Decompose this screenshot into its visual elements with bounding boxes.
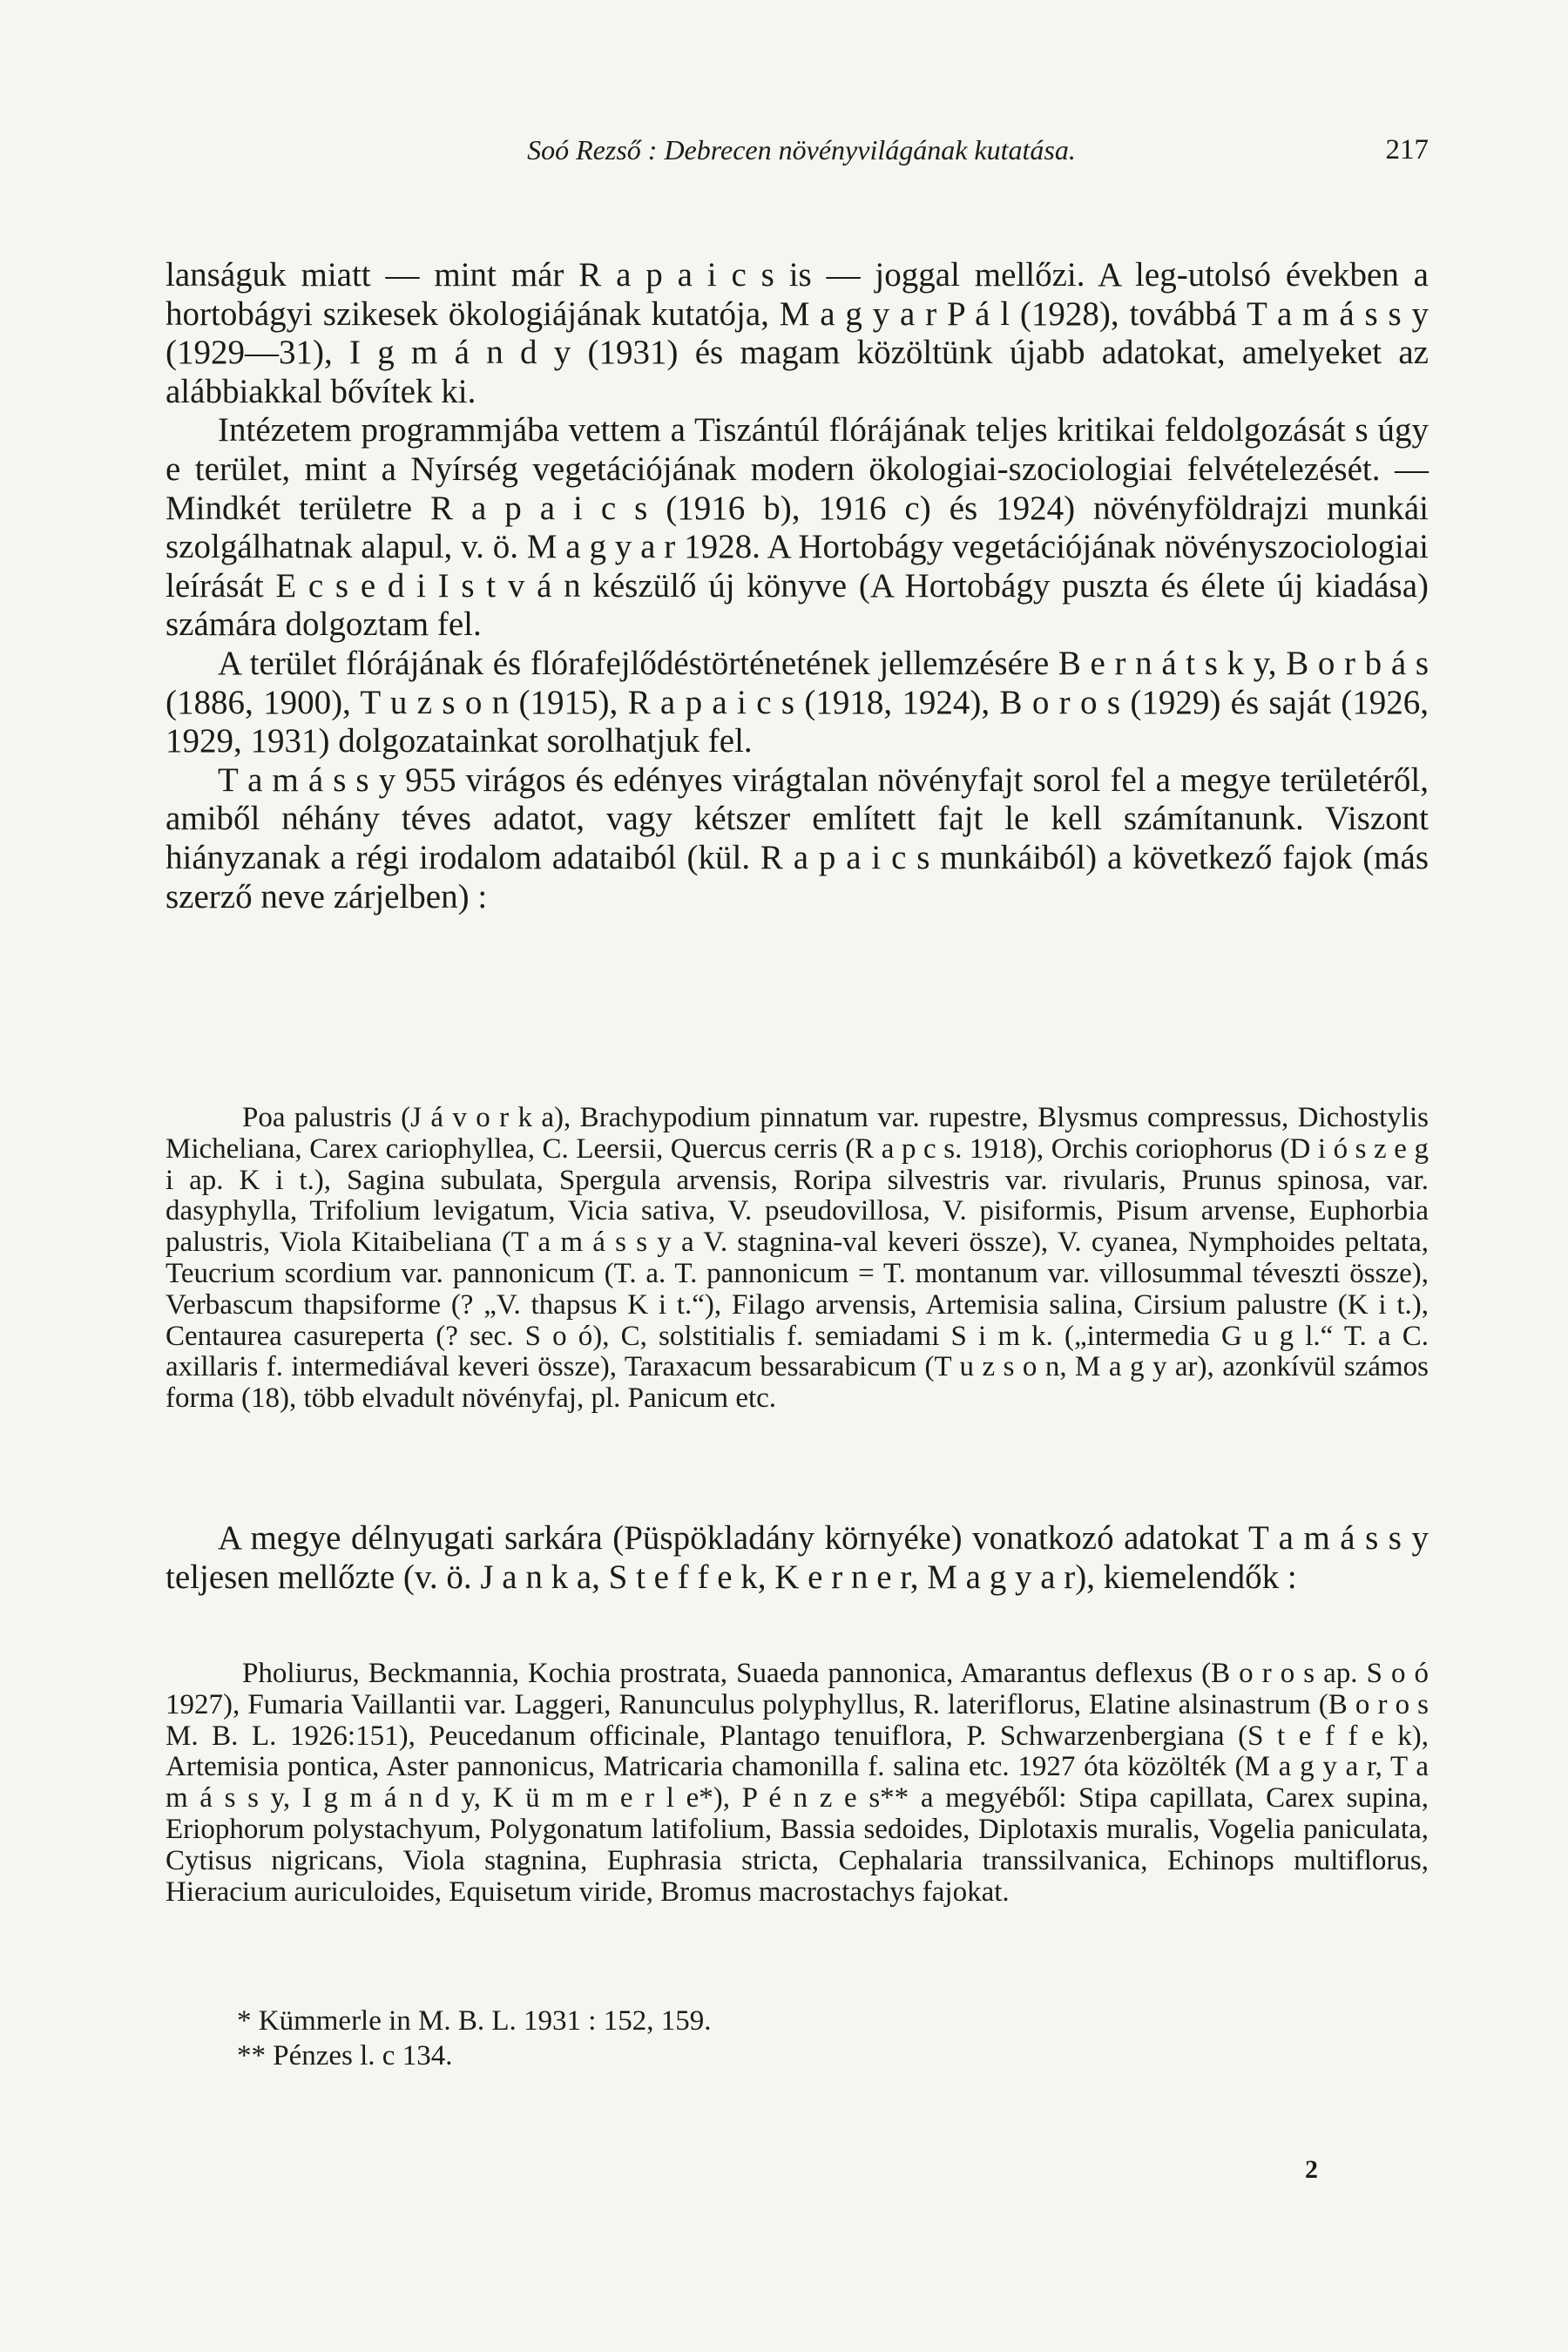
footnote-1: * Kümmerle in M. B. L. 1931 : 152, 159.	[237, 2005, 712, 2037]
footnotes	[237, 2004, 711, 2073]
page-number: 217	[1385, 134, 1429, 166]
running-head	[174, 131, 1429, 169]
paragraph-2: Intézetem programmjába vettem a Tiszántúl flórájának teljes kritikai feldolgozását s úgy e terület, mint a Nyírség vegetációjának modern ökologiai-szociologiai felvételezését. — Mindkét területre R a p a i c s (1916 b), 1916 c) és 1924) növényföldrajzi munkái szolgálhatnak alapul, v. ö. M a g y a r 1928. A Hortobágy vegetációjának növényszociologiai leírását E c s e d i I s t v á n készülő új könyve (A Hortobágy puszta és élete új kiadása) számára dolgoztam fel.	[166, 411, 1429, 644]
signature-mark: 2	[1305, 2155, 1318, 2184]
species-list-2: Pholiurus, Beckmannia, Kochia prostrata, Suaeda pannonica, Amarantus deflexus (B o r o s ap. S o ó 1927), Fumaria Vaillantii var. Laggeri, Ranunculus polyphyllus, R. lateriflorus, Elatine alsinastrum (B o r o s M. B. L. 1926:151), Peucedanum officinale, Plantago tenuiflora, P. Schwarzenbergiana (S t e f f e k), Artemisia pontica, Aster pannonicus, Matricaria chamonilla f. salina etc. 1927 óta közölték (M a g y a r, T a m á s s y, I g m á n d y, K ü m m e r l e*), P é n z e s** a megyéből: Stipa capillata, Carex supina, Eriophorum polystachyum, Polygonatum latifolium, Bassia sedoides, Diplotaxis muralis, Vogelia paniculata, Cytisus nigricans, Viola stagnina, Euphrasia stricta, Cephalaria transsilvanica, Echinops multiflorus, Hieracium auriculoides, Equisetum viride, Bromus macrostachys fajokat.	[166, 1658, 1429, 1908]
species-list-1-block	[166, 1103, 1429, 1415]
main-text-2	[166, 1519, 1429, 1597]
paragraph-1: lanságuk miatt — mint már R a p a i c s is — joggal mellőzi. A leg-utolsó években a hortobágyi szikesek ökologiájának kutatója, M a g y a r P á l (1928), továbbá T a m á s s y (1929—31), I g m á n d y (1931) és magam közöltünk újabb adatokat, amelyeket az alábbiakkal bővítek ki.	[166, 256, 1429, 410]
paragraph-4: T a m á s s y 955 virágos és edényes virágtalan növényfajt sorol fel a megye területéről, amiből néhány téves adatot, vagy kétszer említett fajt le kell számítanunk. Viszont hiányzanak a régi irodalom adataiból (kül. R a p a i c s munkáiból) a következő fajok (más szerző neve zárjelben) :	[166, 760, 1429, 916]
paragraph-3: A terület flórájának és flórafejlődéstörténetének jellemzésére B e r n á t s k y, B o r b á s (1886, 1900), T u z s o n (1915), R a p a i c s (1918, 1924), B o r o s (1929) és saját (1926, 1929, 1931) dolgozatainkat sorolhatjuk fel.	[166, 644, 1429, 760]
footnote-2: ** Pénzes l. c 134.	[237, 2040, 453, 2072]
species-list-1: Poa palustris (J á v o r k a), Brachypodium pinnatum var. rupestre, Blysmus compressus, Dichostylis Micheliana, Carex cariophyllea, C. Leersii, Quercus cerris (R a p c s. 1918), Orchis coriophorus (D i ó s z e g i ap. K i t.), Sagina subulata, Spergula arvensis, Roripa silvestris var. rivularis, Prunus spinosa, var. dasyphylla, Trifolium levigatum, Vicia sativa, V. pseudovillosa, V. pisiformis, Pisum arvense, Euphorbia palustris, Viola Kitaibeliana (T a m á s s y a V. stagnina-val keveri össze), V. cyanea, Nymphoides peltata, Teucrium scordium var. pannonicum (T. a. T. pannonicum = T. montanum var. villosummal téveszti össze), Verbascum thapsiforme (? „V. thapsus K i t.“), Filago arvensis, Artemisia salina, Cirsium palustre (K i t.), Centaurea casureperta (? sec. S o ó), C, solstitialis f. semiadami S i m k. („intermedia G u g l.“ T. a C. axillaris f. intermediával keveri össze), Taraxacum bessarabicum (T u z s o n, M a g y ar), azonkívül számos forma (18), több elvadult növényfaj, pl. Panicum etc.	[166, 1102, 1429, 1415]
species-list-2-block	[166, 1659, 1429, 1908]
running-title: Soó Rezső : Debrecen növényvilágának kutatása.	[527, 134, 1076, 166]
paragraph-5: A megye délnyugati sarkára (Püspökladány környéke) vonatkozó adatokat T a m á s s y teljesen mellőzte (v. ö. J a n k a, S t e f f e k, K e r n e r, M a g y a r), kiemelendők :	[166, 1519, 1429, 1596]
main-text	[166, 256, 1429, 916]
